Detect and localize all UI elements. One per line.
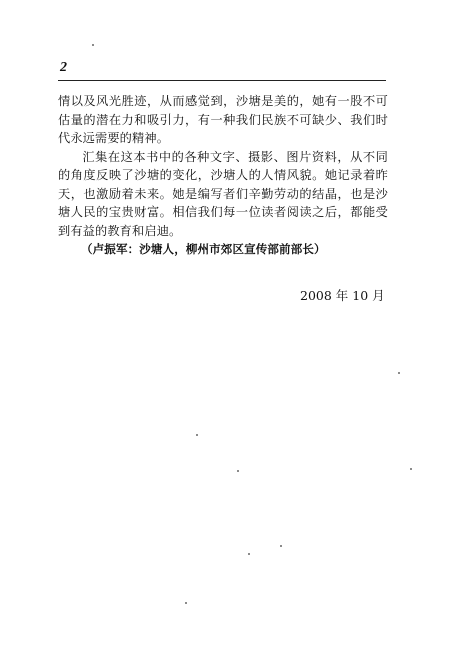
scan-speck <box>196 434 198 436</box>
scan-speck <box>248 553 250 555</box>
paragraph-collection: 汇集在这本书中的各种文字、摄影、图片资料，从不同的角度反映了沙塘的变化，沙塘人的人情风貌。她记录着昨天，也激励着未来。她是编写者们辛勤劳动的结晶，也是沙塘人民的宝贵财富。相信我们每一位读者阅读之后，都能受到有益的教育和启迪。 <box>58 149 388 238</box>
scan-speck <box>185 602 187 604</box>
page-number: 2 <box>60 60 67 75</box>
body-text <box>58 92 388 259</box>
header-rule <box>58 80 386 81</box>
scan-speck <box>92 44 94 46</box>
scan-speck <box>237 470 239 472</box>
author-note: （卢振军：沙塘人，柳州市郊区宣传部前部长） <box>81 242 326 256</box>
paragraph-continuation: 情以及风光胜迹，从而感觉到，沙塘是美的，她有一股不可估量的潜在力和吸引力，有一种我们民族不可缺少、我们时代永远需要的精神。 <box>58 94 388 145</box>
scan-speck <box>410 468 412 470</box>
date-line: 2008 年 10 月 <box>300 288 385 303</box>
scan-speck <box>280 545 282 547</box>
scan-speck <box>398 372 400 374</box>
